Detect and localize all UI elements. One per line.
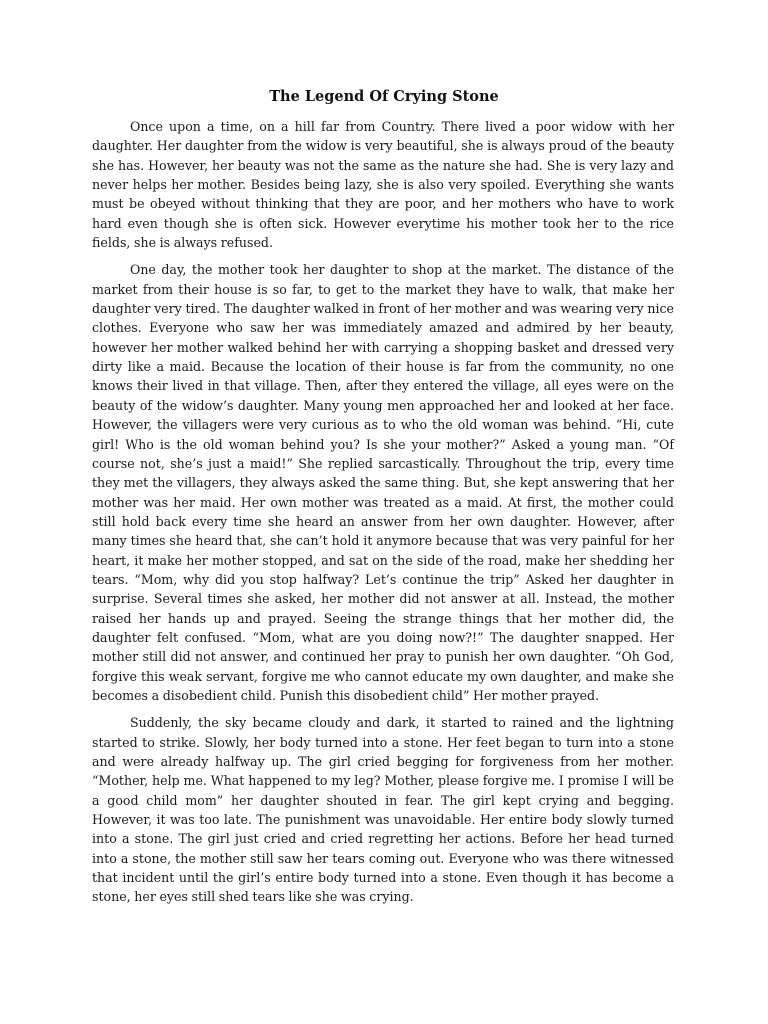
document-body	[92, 117, 674, 915]
paragraph-1: Once upon a time, on a hill far from Country. There lived a poor widow with her daughter. Her daughter from the widow is very beautiful, she is always proud of the beauty she has. However, her beauty was not the same as the nature she had. She is very lazy and never helps her mother. Besides being lazy, she is also very spoiled. Everything she wants must be obeyed without thinking that they are poor, and her mothers who have to work hard even though she is often sick. However everytime his mother took her to the rice fields, she is always refused.	[92, 119, 674, 251]
paragraph-3: Suddenly, the sky became cloudy and dark, it started to rained and the lightning started to strike. Slowly, her body turned into a stone. Her feet began to turn into a stone and were already halfway up. The girl cried begging for forgiveness from her mother. “Mother, help me. What happened to my leg? Mother, please forgive me. I promise I will be a good child mom” her daughter shouted in fear. The girl kept crying and begging. However, it was too late. The punishment was unavoidable. Her entire body slowly turned into a stone. The girl just cried and cried regretting her actions. Before her head turned into a stone, the mother still saw her tears coming out. Everyone who was there witnessed that incident until the girl’s entire body turned into a stone. Even though it has become a stone, her eyes still shed tears like she was crying.	[92, 715, 674, 905]
paragraph-2: One day, the mother took her daughter to shop at the market. The distance of the market from their house is so far, to get to the market they have to walk, that make her daughter very tired. The daughter walked in front of her mother and was wearing very nice clothes. Everyone who saw her was immediately amazed and admired by her beauty, however her mother walked behind her with carrying a shopping basket and dressed very dirty like a maid. Because the location of their house is far from the community, no one knows their lived in that village. Then, after they entered the village, all eyes were on the beauty of the widow’s daughter. Many young men approached her and looked at her face. However, the villagers were very curious as to who the old woman was behind. “Hi, cute girl! Who is the old woman behind you? Is she your mother?” Asked a young man. “Of course not, she’s just a maid!” She replied sarcastically. Throughout the trip, every time they met the villagers, they always asked the same thing. But, she kept answering that her mother was her maid. Her own mother was treated as a maid. At first, the mother could still hold back every time she heard an answer from her own daughter. However, after many times she heard that, she can’t hold it anymore because that was very painful for her heart, it make her mother stopped, and sat on the side of the road, make her shedding her tears. “Mom, why did you stop halfway? Let’s continue the trip” Asked her daughter in surprise. Several times she asked, her mother did not answer at all. Instead, the mother raised her hands up and prayed. Seeing the strange things that her mother did, the daughter felt confused. “Mom, what are you doing now?!” The daughter snapped. Her mother still did not answer, and continued her pray to punish her own daughter. “Oh God, forgive this weak servant, forgive me who cannot educate my own daughter, and make she becomes a disobedient child. Punish this disobedient child” Her mother prayed.	[92, 262, 674, 703]
document-title: The Legend Of Crying Stone	[269, 88, 499, 105]
